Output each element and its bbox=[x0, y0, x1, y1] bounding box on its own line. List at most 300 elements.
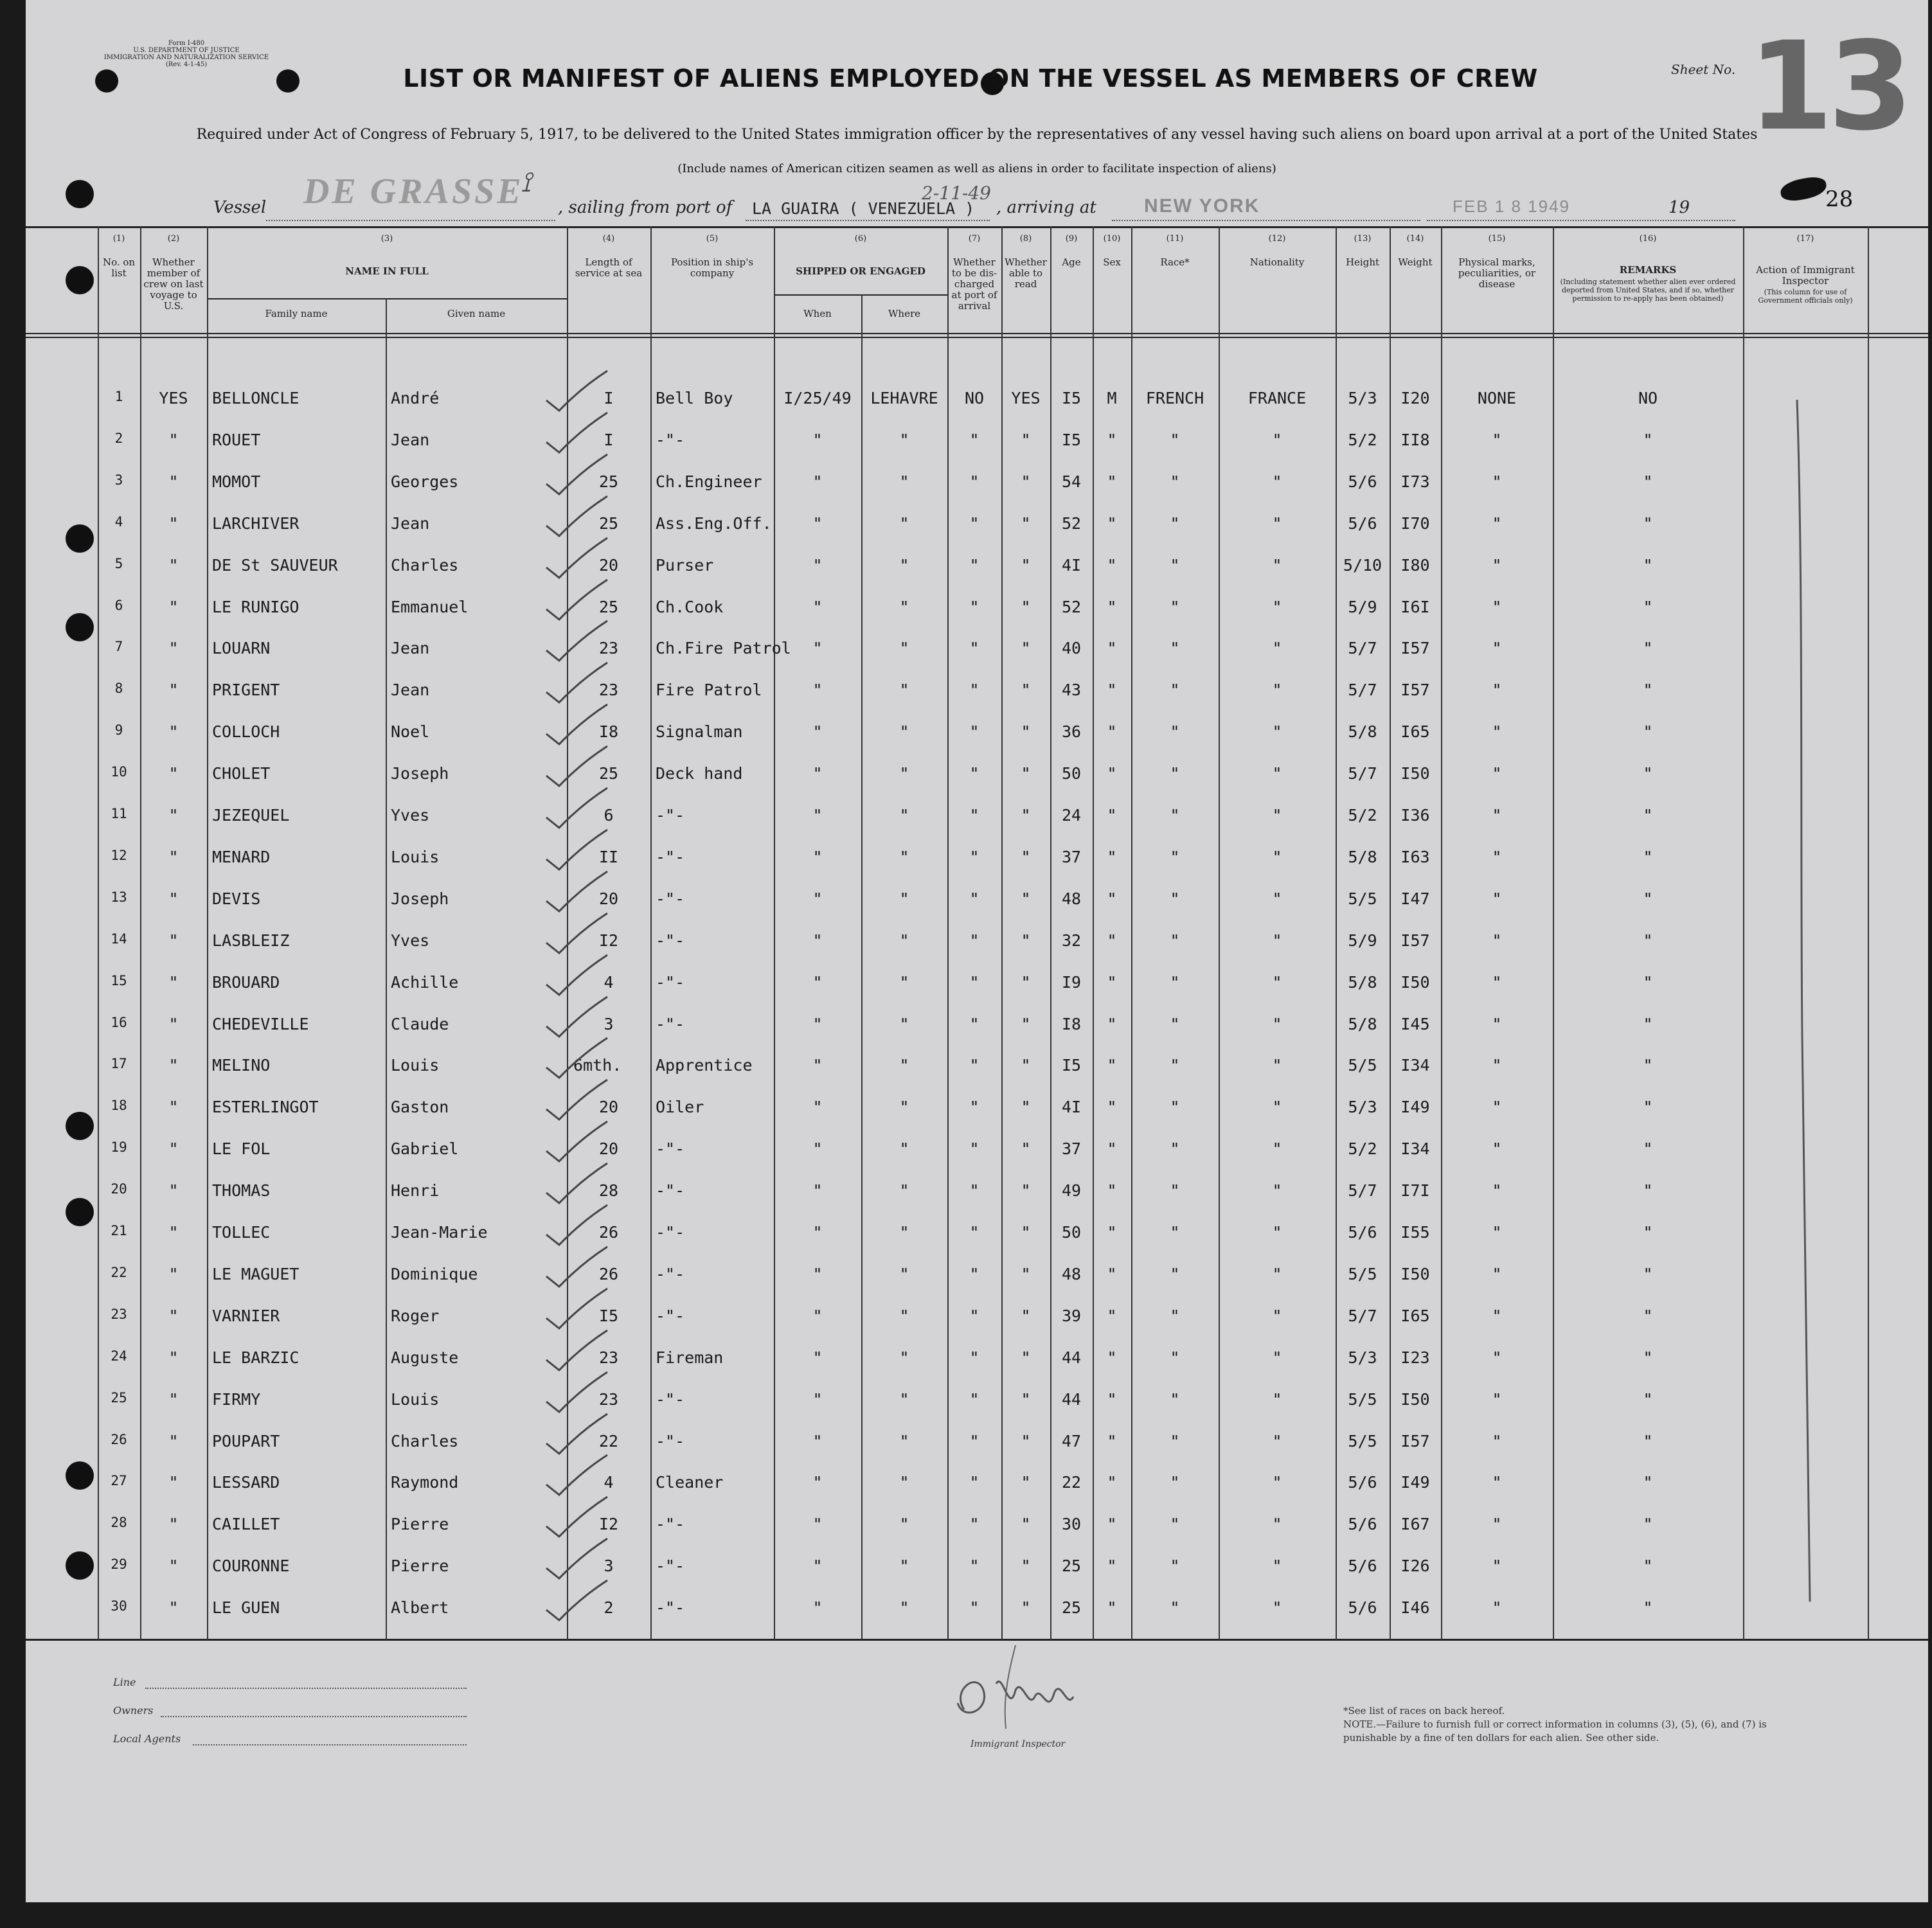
cell-crew: " bbox=[168, 1348, 179, 1367]
cell-family: LASBLEIZ bbox=[212, 931, 290, 950]
cell-crew: " bbox=[168, 1515, 179, 1534]
cell-when: " bbox=[812, 1264, 823, 1283]
cell-crew: " bbox=[168, 1557, 179, 1576]
cell-service: 26 bbox=[598, 1264, 619, 1283]
cell-no: 16 bbox=[111, 1014, 127, 1030]
cell-race: " bbox=[1170, 430, 1180, 449]
cell-height: 5/6 bbox=[1348, 1557, 1377, 1576]
cell-no: 25 bbox=[111, 1389, 127, 1406]
cell-service: 20 bbox=[598, 555, 619, 575]
cell-disch: " bbox=[969, 513, 979, 533]
column-number: (8) bbox=[1019, 234, 1032, 244]
cell-weight: I20 bbox=[1400, 389, 1430, 407]
year-label: 19 bbox=[1668, 198, 1690, 217]
cell-where: " bbox=[899, 1515, 909, 1534]
checkmark-icon bbox=[540, 1411, 611, 1456]
column-number: (15) bbox=[1488, 234, 1506, 244]
cell-age: 43 bbox=[1061, 681, 1082, 700]
cell-when: " bbox=[812, 1223, 823, 1242]
cell-family: MELINO bbox=[212, 1056, 271, 1075]
cell-service: 20 bbox=[598, 889, 619, 908]
note-penalty: NOTE.—Failure to furnish full or correct information in columns (3), (5), (6), and (7) is punishable by a fine of ten dollars for each alien. See other side. bbox=[1343, 1718, 1767, 1744]
cell-sex: " bbox=[1107, 1098, 1117, 1117]
cell-when: " bbox=[812, 555, 823, 575]
cell-where: " bbox=[899, 1431, 909, 1450]
column-header: SHIPPED OR ENGAGED bbox=[796, 265, 926, 277]
cell-position: -"- bbox=[656, 1139, 685, 1159]
cell-nat: " bbox=[1272, 639, 1282, 658]
cell-no: 11 bbox=[111, 806, 127, 821]
cell-nat: " bbox=[1272, 931, 1282, 950]
cell-disch: " bbox=[969, 1098, 979, 1117]
cell-crew: " bbox=[168, 931, 179, 950]
cell-position: Ch.Fire Patrol bbox=[656, 639, 791, 658]
cell-race: " bbox=[1170, 1348, 1180, 1367]
cell-family: PRIGENT bbox=[212, 681, 280, 700]
cell-no: 19 bbox=[111, 1139, 127, 1156]
column-header: Length of service at sea bbox=[575, 256, 643, 279]
cell-height: 5/7 bbox=[1348, 1306, 1377, 1325]
cell-remarks: " bbox=[1643, 472, 1653, 491]
cell-remarks: " bbox=[1643, 847, 1653, 866]
cell-disch: " bbox=[969, 472, 979, 491]
cell-age: 22 bbox=[1061, 1473, 1082, 1492]
cell-disch: " bbox=[969, 597, 979, 616]
cell-when: " bbox=[812, 972, 823, 992]
column-subheader: Where bbox=[888, 308, 920, 319]
cell-remarks: " bbox=[1643, 430, 1653, 449]
cell-family: POUPART bbox=[212, 1431, 280, 1450]
cell-age: 50 bbox=[1061, 764, 1082, 783]
cell-weight: I55 bbox=[1400, 1223, 1430, 1242]
cell-marks: " bbox=[1492, 1306, 1502, 1325]
cell-position: Deck hand bbox=[656, 764, 743, 783]
cell-given: Pierre bbox=[391, 1557, 449, 1576]
cell-age: 48 bbox=[1061, 889, 1082, 908]
cell-marks: " bbox=[1492, 639, 1502, 658]
cell-position: -"- bbox=[656, 1598, 685, 1618]
cell-sex: " bbox=[1107, 1348, 1117, 1367]
table-top-rule bbox=[26, 226, 1928, 228]
cell-nat: " bbox=[1272, 1223, 1282, 1242]
cell-read: " bbox=[1021, 972, 1031, 992]
cell-remarks: " bbox=[1643, 889, 1653, 908]
cell-height: 5/9 bbox=[1348, 597, 1377, 616]
cell-service: I8 bbox=[598, 722, 619, 742]
cell-read: " bbox=[1021, 1557, 1031, 1576]
column-number: (12) bbox=[1268, 234, 1286, 244]
cell-no: 27 bbox=[111, 1473, 127, 1489]
cell-nat: " bbox=[1272, 1014, 1282, 1033]
column-header: REMARKS bbox=[1619, 264, 1677, 276]
cell-age: 24 bbox=[1061, 806, 1082, 825]
cell-race: " bbox=[1170, 1515, 1180, 1534]
cell-given: Yves bbox=[391, 806, 430, 825]
checkmark-icon bbox=[540, 1452, 611, 1497]
cell-disch: " bbox=[969, 1515, 979, 1534]
cell-sex: " bbox=[1107, 722, 1117, 742]
cell-race: " bbox=[1170, 1431, 1180, 1450]
cell-sex: " bbox=[1107, 1181, 1117, 1201]
document-subtitle: Required under Act of Congress of February 5, 1917, to be delivered to the United States immigration officer by the representatives of any vessel having such aliens on board upon arrival at a port of the United States bbox=[196, 127, 1758, 143]
column-header: Whether member of crew on last voyage to U.S. bbox=[143, 256, 204, 312]
cell-marks: " bbox=[1492, 806, 1502, 825]
cell-crew: " bbox=[168, 972, 179, 992]
cell-height: 5/6 bbox=[1348, 1598, 1377, 1618]
cell-weight: I80 bbox=[1400, 555, 1430, 575]
sheet-number-stamp: 13 bbox=[1748, 15, 1908, 157]
cell-weight: I23 bbox=[1400, 1348, 1430, 1367]
cell-family: TOLLEC bbox=[212, 1223, 271, 1242]
cell-disch: " bbox=[969, 1473, 979, 1492]
table-header-rule bbox=[26, 333, 1928, 334]
cell-nat: " bbox=[1272, 1473, 1282, 1492]
checkmark-icon bbox=[540, 785, 611, 830]
cell-sex: M bbox=[1107, 389, 1117, 407]
cell-weight: I57 bbox=[1400, 1431, 1430, 1450]
cell-race: " bbox=[1170, 639, 1180, 658]
arrival-date-stamp: FEB 1 8 1949 bbox=[1453, 197, 1570, 216]
cell-age: 36 bbox=[1061, 722, 1082, 742]
cell-read: " bbox=[1021, 1348, 1031, 1367]
cell-family: COURONNE bbox=[212, 1557, 290, 1576]
cell-no: 12 bbox=[111, 847, 127, 863]
cell-family: CAILLET bbox=[212, 1515, 280, 1534]
cell-age: 44 bbox=[1061, 1389, 1082, 1409]
cell-height: 5/6 bbox=[1348, 472, 1377, 491]
cell-nat: " bbox=[1272, 1431, 1282, 1450]
cell-given: Albert bbox=[391, 1598, 449, 1618]
cell-weight: I6I bbox=[1400, 597, 1430, 616]
cell-no: 18 bbox=[111, 1098, 127, 1114]
column-header: Height bbox=[1345, 256, 1380, 268]
cell-read: " bbox=[1021, 1598, 1031, 1618]
cell-age: 4I bbox=[1061, 555, 1082, 575]
cell-race: FRENCH bbox=[1145, 389, 1204, 407]
cell-where: " bbox=[899, 1473, 909, 1492]
cell-crew: " bbox=[168, 764, 179, 783]
cell-no: 5 bbox=[114, 555, 123, 571]
cell-when: " bbox=[812, 1014, 823, 1033]
cell-disch: " bbox=[969, 555, 979, 575]
cell-remarks: " bbox=[1643, 1056, 1653, 1075]
cell-remarks: " bbox=[1643, 597, 1653, 616]
cell-given: Louis bbox=[391, 1389, 440, 1409]
column-header: Position in ship's company bbox=[670, 256, 754, 279]
cell-weight: I50 bbox=[1400, 1389, 1430, 1409]
cell-no: 15 bbox=[111, 972, 127, 988]
cell-nat: FRANCE bbox=[1248, 389, 1307, 407]
cell-disch: " bbox=[969, 1223, 979, 1242]
cell-marks: " bbox=[1492, 430, 1502, 449]
cell-where: " bbox=[899, 681, 909, 700]
cell-remarks: " bbox=[1643, 1598, 1653, 1618]
cell-marks: " bbox=[1492, 1264, 1502, 1283]
cell-disch: " bbox=[969, 764, 979, 783]
cell-remarks: " bbox=[1643, 1223, 1653, 1242]
cell-disch: " bbox=[969, 847, 979, 866]
cell-when: " bbox=[812, 1306, 823, 1325]
cell-sex: " bbox=[1107, 1014, 1117, 1033]
cell-when: " bbox=[812, 847, 823, 866]
cell-when: " bbox=[812, 1098, 823, 1117]
cell-when: " bbox=[812, 639, 823, 658]
column-header: Weight bbox=[1398, 256, 1433, 268]
column-number: (3) bbox=[380, 234, 393, 244]
column-number: (14) bbox=[1406, 234, 1424, 244]
port-underline bbox=[746, 220, 990, 221]
column-subnote: (This column for use of Government officials only) bbox=[1758, 288, 1853, 305]
cell-when: " bbox=[812, 1431, 823, 1450]
cell-when: " bbox=[812, 1598, 823, 1618]
cell-race: " bbox=[1170, 1056, 1180, 1075]
cell-when: " bbox=[812, 931, 823, 950]
cell-marks: " bbox=[1492, 1223, 1502, 1242]
checkmark-icon bbox=[540, 1494, 611, 1539]
cell-service: 22 bbox=[598, 1431, 619, 1450]
cell-marks: " bbox=[1492, 764, 1502, 783]
cell-crew: " bbox=[168, 806, 179, 825]
cell-given: Jean-Marie bbox=[391, 1223, 488, 1242]
cell-family: COLLOCH bbox=[212, 722, 280, 742]
cell-remarks: " bbox=[1643, 513, 1653, 533]
cell-age: 25 bbox=[1061, 1557, 1082, 1576]
cell-height: 5/5 bbox=[1348, 1056, 1377, 1075]
cell-when: " bbox=[812, 806, 823, 825]
column-rule bbox=[650, 226, 652, 1640]
cell-nat: " bbox=[1272, 1139, 1282, 1159]
cell-position: -"- bbox=[656, 1306, 685, 1325]
cell-family: JEZEQUEL bbox=[212, 806, 290, 825]
cell-marks: " bbox=[1492, 1473, 1502, 1492]
cell-given: Charles bbox=[391, 1431, 459, 1450]
cell-given: Gabriel bbox=[391, 1139, 459, 1159]
cell-crew: " bbox=[168, 889, 179, 908]
cell-disch: NO bbox=[964, 389, 985, 407]
checkmark-icon bbox=[540, 1035, 611, 1080]
checkmark-icon bbox=[540, 994, 611, 1039]
cell-service: 2 bbox=[604, 1598, 614, 1618]
cell-height: 5/7 bbox=[1348, 681, 1377, 700]
cell-disch: " bbox=[969, 1306, 979, 1325]
cell-marks: " bbox=[1492, 931, 1502, 950]
cell-position: Oiler bbox=[656, 1098, 704, 1117]
cell-family: VARNIER bbox=[212, 1306, 280, 1325]
cell-given: Dominique bbox=[391, 1264, 478, 1283]
handwritten-date: 2-11-49 bbox=[922, 183, 991, 204]
cell-family: LESSARD bbox=[212, 1473, 280, 1492]
cell-service: I2 bbox=[598, 931, 619, 950]
cell-position: -"- bbox=[656, 806, 685, 825]
cell-position: -"- bbox=[656, 430, 685, 449]
checkmark-icon bbox=[540, 1536, 611, 1581]
cell-weight: I34 bbox=[1400, 1139, 1430, 1159]
form-service: IMMIGRATION AND NATURALIZATION SERVICE bbox=[103, 54, 269, 61]
checkmark-icon bbox=[540, 535, 611, 580]
cell-race: " bbox=[1170, 931, 1180, 950]
arriving-label: , arriving at bbox=[996, 198, 1096, 217]
cell-family: MOMOT bbox=[212, 472, 261, 491]
cell-nat: " bbox=[1272, 513, 1282, 533]
cell-age: 25 bbox=[1061, 1598, 1082, 1618]
cell-weight: I50 bbox=[1400, 972, 1430, 992]
note-races: *See list of races on back hereof. bbox=[1343, 1705, 1505, 1717]
cell-disch: " bbox=[969, 972, 979, 992]
cell-given: Raymond bbox=[391, 1473, 459, 1492]
cell-sex: " bbox=[1107, 1306, 1117, 1325]
cell-position: Cleaner bbox=[656, 1473, 724, 1492]
cell-race: " bbox=[1170, 1389, 1180, 1409]
cell-race: " bbox=[1170, 1557, 1180, 1576]
cell-no: 4 bbox=[114, 513, 123, 530]
cell-where: " bbox=[899, 1306, 909, 1325]
cell-position: Fire Patrol bbox=[656, 681, 762, 700]
cell-height: 5/6 bbox=[1348, 1515, 1377, 1534]
cell-height: 5/2 bbox=[1348, 806, 1377, 825]
date-underline bbox=[1427, 220, 1735, 221]
cell-nat: " bbox=[1272, 1515, 1282, 1534]
column-header: Whether able to read bbox=[1005, 256, 1047, 290]
cell-height: 5/8 bbox=[1348, 972, 1377, 992]
cell-height: 5/2 bbox=[1348, 430, 1377, 449]
cell-marks: " bbox=[1492, 1557, 1502, 1576]
cell-read: " bbox=[1021, 597, 1031, 616]
punch-hole bbox=[95, 69, 118, 93]
cell-weight: I50 bbox=[1400, 764, 1430, 783]
cell-marks: " bbox=[1492, 1431, 1502, 1450]
cell-sex: " bbox=[1107, 1389, 1117, 1409]
cell-age: 37 bbox=[1061, 1139, 1082, 1159]
cell-family: LE GUEN bbox=[212, 1598, 280, 1618]
form-number: Form I-480 bbox=[168, 40, 205, 47]
cell-no: 7 bbox=[114, 639, 123, 655]
cell-age: 44 bbox=[1061, 1348, 1082, 1367]
column-number: (1) bbox=[112, 234, 125, 244]
cell-disch: " bbox=[969, 889, 979, 908]
cell-position: Ch.Engineer bbox=[656, 472, 762, 491]
checkmark-icon bbox=[540, 1286, 611, 1331]
cell-position: -"- bbox=[656, 1014, 685, 1033]
cell-where: " bbox=[899, 1598, 909, 1618]
cell-where: " bbox=[899, 1139, 909, 1159]
column-subheader: Given name bbox=[447, 308, 506, 319]
cell-crew: " bbox=[168, 1306, 179, 1325]
cell-no: 26 bbox=[111, 1431, 127, 1447]
cell-sex: " bbox=[1107, 1056, 1117, 1075]
cell-read: " bbox=[1021, 1098, 1031, 1117]
form-revision: (Rev. 4-1-45) bbox=[165, 61, 208, 68]
cell-given: Joseph bbox=[391, 764, 449, 783]
cell-family: DEVIS bbox=[212, 889, 261, 908]
footer-agents-underline bbox=[193, 1744, 467, 1745]
cell-race: " bbox=[1170, 472, 1180, 491]
cell-nat: " bbox=[1272, 1098, 1282, 1117]
cell-weight: I36 bbox=[1400, 806, 1430, 825]
cell-no: 14 bbox=[111, 931, 127, 947]
cell-marks: " bbox=[1492, 847, 1502, 866]
cell-sex: " bbox=[1107, 1139, 1117, 1159]
cell-when: " bbox=[812, 1515, 823, 1534]
cell-given: Henri bbox=[391, 1181, 440, 1201]
cell-marks: " bbox=[1492, 1598, 1502, 1618]
cell-nat: " bbox=[1272, 889, 1282, 908]
cell-race: " bbox=[1170, 1598, 1180, 1618]
manifest-sheet bbox=[26, 0, 1928, 1902]
cell-nat: " bbox=[1272, 681, 1282, 700]
cell-nat: " bbox=[1272, 472, 1282, 491]
cell-family: ESTERLINGOT bbox=[212, 1098, 319, 1117]
cell-remarks: " bbox=[1643, 681, 1653, 700]
cell-crew: " bbox=[168, 722, 179, 742]
cell-weight: I57 bbox=[1400, 681, 1430, 700]
column-number: (6) bbox=[854, 234, 867, 244]
cell-race: " bbox=[1170, 597, 1180, 616]
cell-weight: I26 bbox=[1400, 1557, 1430, 1576]
cell-no: 22 bbox=[111, 1264, 127, 1280]
cell-where: " bbox=[899, 931, 909, 950]
cell-remarks: " bbox=[1643, 1473, 1653, 1492]
cell-no: 8 bbox=[114, 681, 123, 697]
cell-marks: " bbox=[1492, 972, 1502, 992]
column-header: Race* bbox=[1160, 256, 1190, 268]
cell-weight: I49 bbox=[1400, 1098, 1430, 1117]
cell-disch: " bbox=[969, 1181, 979, 1201]
checkmark-icon bbox=[540, 744, 611, 789]
cell-read: " bbox=[1021, 1139, 1031, 1159]
cell-given: André bbox=[391, 389, 440, 407]
cell-age: I5 bbox=[1061, 1056, 1082, 1075]
cell-weight: I65 bbox=[1400, 722, 1430, 742]
vessel-name-stamp: DE GRASSE bbox=[303, 172, 524, 211]
arrival-underline bbox=[1112, 220, 1420, 221]
cell-sex: " bbox=[1107, 847, 1117, 866]
cell-marks: " bbox=[1492, 1056, 1502, 1075]
cell-crew: " bbox=[168, 1223, 179, 1242]
cell-given: Roger bbox=[391, 1306, 440, 1325]
cell-read: " bbox=[1021, 472, 1031, 491]
checkmark-icon bbox=[540, 1244, 611, 1289]
cell-read: " bbox=[1021, 681, 1031, 700]
cell-race: " bbox=[1170, 1181, 1180, 1201]
cell-race: " bbox=[1170, 1139, 1180, 1159]
cell-service: 20 bbox=[598, 1139, 619, 1159]
cell-remarks: " bbox=[1643, 931, 1653, 950]
cell-disch: " bbox=[969, 681, 979, 700]
cell-when: " bbox=[812, 1473, 823, 1492]
cell-when: " bbox=[812, 597, 823, 616]
cell-remarks: " bbox=[1643, 1181, 1653, 1201]
checkmark-icon bbox=[540, 869, 611, 914]
handwritten-mark: ⟟ bbox=[521, 166, 532, 199]
cell-where: LEHAVRE bbox=[870, 389, 938, 407]
cell-family: CHOLET bbox=[212, 764, 271, 783]
cell-when: " bbox=[812, 1389, 823, 1409]
cell-height: 5/6 bbox=[1348, 1473, 1377, 1492]
cell-where: " bbox=[899, 1223, 909, 1242]
cell-no: 29 bbox=[111, 1557, 127, 1573]
shipped-subheader-rule bbox=[774, 294, 947, 296]
cell-marks: " bbox=[1492, 1014, 1502, 1033]
cell-where: " bbox=[899, 1098, 909, 1117]
cell-service: 25 bbox=[598, 472, 619, 491]
cell-read: " bbox=[1021, 1515, 1031, 1534]
cell-weight: I73 bbox=[1400, 472, 1430, 491]
cell-sex: " bbox=[1107, 1264, 1117, 1283]
cell-no: 28 bbox=[111, 1515, 127, 1531]
cell-when: " bbox=[812, 472, 823, 491]
cell-remarks: " bbox=[1643, 1306, 1653, 1325]
cell-race: " bbox=[1170, 889, 1180, 908]
